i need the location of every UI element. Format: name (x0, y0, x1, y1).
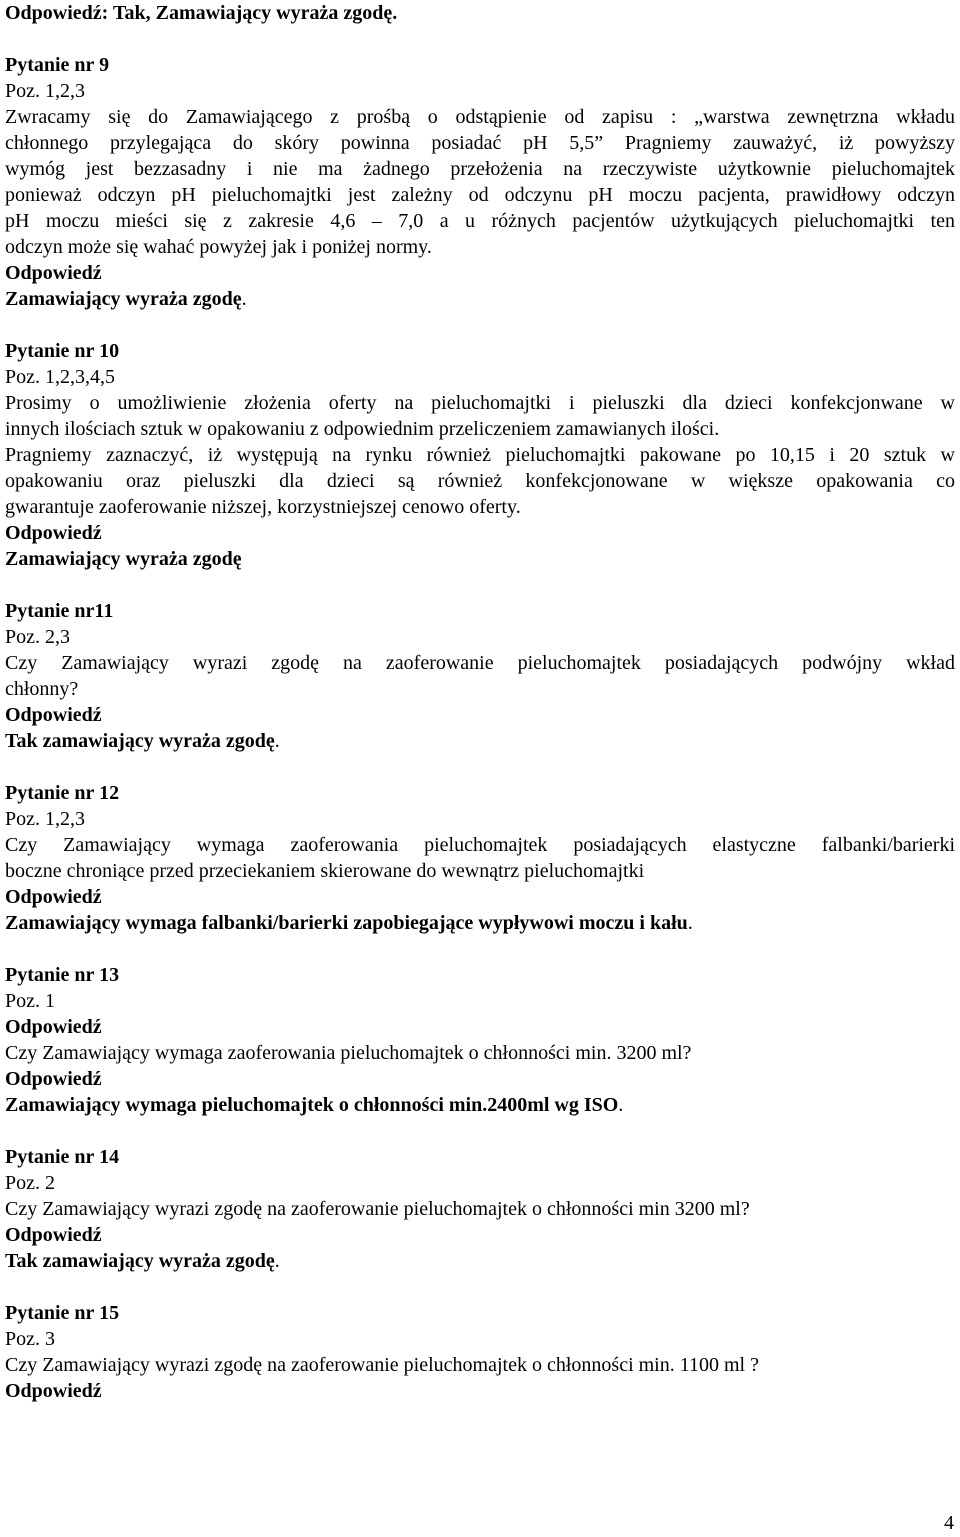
answer-suffix: . (241, 288, 247, 310)
question-text-line: Pragniemy zaznaczyć, iż występują na rynku również pieluchomajtki pakowane po 10,15 i 20 sztuk w (5, 444, 955, 466)
answer-bold: Zamawiający wymaga pieluchomajtek o chłonności min.2400ml wg ISO (5, 1094, 619, 1116)
answer-label: Odpowiedź (5, 1380, 102, 1402)
question-text-line: chłonny? (5, 678, 79, 700)
question-text-line: innych ilościach sztuk w opakowaniu z odpowiednim przeliczeniem zamawianych ilości. (5, 418, 720, 440)
question-text-line: pH moczu mieści się z zakresie 4,6 – 7,0 a u różnych pacjentów użytkujących pieluchomajtki ten (5, 210, 955, 232)
question-text-line: Czy Zamawiający wymaga zaoferowania pieluchomajtek posiadających elastyczne falbanki/barierki (5, 834, 955, 856)
question-title: Pytanie nr11 (5, 600, 114, 622)
answer-bold: Zamawiający wymaga falbanki/barierki zapobiegające wypływowi moczu i kału (5, 912, 688, 934)
question-text-line: odczyn może się wahać powyżej jak i poniżej normy. (5, 236, 432, 258)
question-title: Pytanie nr 15 (5, 1302, 120, 1324)
answer-bold: Tak zamawiający wyraża zgodę (5, 1250, 275, 1272)
answer-label: Odpowiedź (5, 522, 102, 544)
answer-suffix: . (618, 1094, 624, 1116)
question-text-line: Czy Zamawiający wyrazi zgodę na zaoferowanie pieluchomajtek o chłonności min 3200 ml? (5, 1198, 750, 1220)
question-title: Pytanie nr 14 (5, 1146, 120, 1168)
answer-text (5, 728, 955, 754)
question-text-line: boczne chroniące przed przeciekaniem skierowane do wewnątrz pieluchomajtki (5, 860, 645, 882)
answer-text: Zamawiający wyraża zgodę (5, 548, 242, 570)
question-text-line: Zwracamy się do Zamawiającego z prośbą o odstąpienie od zapisu : „warstwa zewnętrzna wkładu (5, 106, 955, 128)
question-title: Pytanie nr 13 (5, 964, 120, 986)
position-ref: Poz. 1,2,3 (5, 808, 85, 830)
position-ref: Poz. 1,2,3 (5, 80, 85, 102)
question-text-line: gwarantuje zaoferowanie niższej, korzystniejszej cenowo oferty. (5, 496, 521, 518)
page-number: 4 (944, 1512, 954, 1534)
question-text-line: ponieważ odczyn pH pieluchomajtki jest zależny od odczynu pH moczu pacjenta, prawidłowy odczyn (5, 184, 955, 206)
question-12 (5, 780, 955, 936)
answer-text (5, 910, 955, 936)
position-ref: Poz. 1 (5, 990, 55, 1012)
answer-bold: Tak zamawiający wyraża zgodę (5, 730, 275, 752)
position-ref: Poz. 3 (5, 1328, 55, 1350)
answer-label: Odpowiedź (5, 1016, 102, 1038)
question-13 (5, 962, 955, 1118)
question-text-line: opakowaniu oraz pieluszki dla dzieci są również konfekcjonowane w większe opakowania co (5, 470, 955, 492)
question-text-line: Prosimy o umożliwienie złożenia oferty na pieluchomajtki i pieluszki dla dzieci konfekcjonwane w (5, 392, 955, 414)
position-ref: Poz. 2,3 (5, 626, 70, 648)
question-11 (5, 598, 955, 754)
answer-label: Odpowiedź (5, 1224, 102, 1246)
question-text-line: chłonnego przylegająca do skóry powinna posiadać pH 5,5” Pragniemy zauważyć, iż powyższy (5, 132, 955, 154)
previous-answer: Odpowiedź: Tak, Zamawiający wyraża zgodę. (5, 2, 398, 24)
answer-suffix: . (274, 730, 280, 752)
question-text-line: Czy Zamawiający wymaga zaoferowania pieluchomajtek o chłonności min. 3200 ml? (5, 1042, 692, 1064)
question-text-line: Czy Zamawiający wyrazi zgodę na zaoferowanie pieluchomajtek o chłonności min. 1100 ml ? (5, 1354, 759, 1376)
question-title: Pytanie nr 12 (5, 782, 120, 804)
question-9 (5, 52, 955, 312)
question-14 (5, 1144, 955, 1274)
question-text-line: wymóg jest bezzasadny i nie ma żadnego przełożenia na rzeczywiste użytkownie pieluchomajtek (5, 158, 955, 180)
answer-text (5, 1092, 955, 1118)
answer-label: Odpowiedź (5, 1068, 102, 1090)
answer-suffix: . (274, 1250, 280, 1272)
answer-text (5, 286, 955, 312)
position-ref: Poz. 1,2,3,4,5 (5, 366, 115, 388)
answer-bold: Zamawiający wyraża zgodę (5, 288, 242, 310)
answer-text (5, 1248, 955, 1274)
question-15 (5, 1300, 955, 1404)
answer-label: Odpowiedź (5, 886, 102, 908)
question-10 (5, 338, 955, 572)
question-text-line: Czy Zamawiający wyrazi zgodę na zaoferowanie pieluchomajtek posiadających podwójny wkład (5, 652, 955, 674)
answer-label: Odpowiedź (5, 704, 102, 726)
answer-label: Odpowiedź (5, 262, 102, 284)
answer-suffix: . (687, 912, 693, 934)
question-title: Pytanie nr 9 (5, 54, 110, 76)
question-title: Pytanie nr 10 (5, 340, 120, 362)
position-ref: Poz. 2 (5, 1172, 55, 1194)
document-body (5, 0, 955, 1404)
